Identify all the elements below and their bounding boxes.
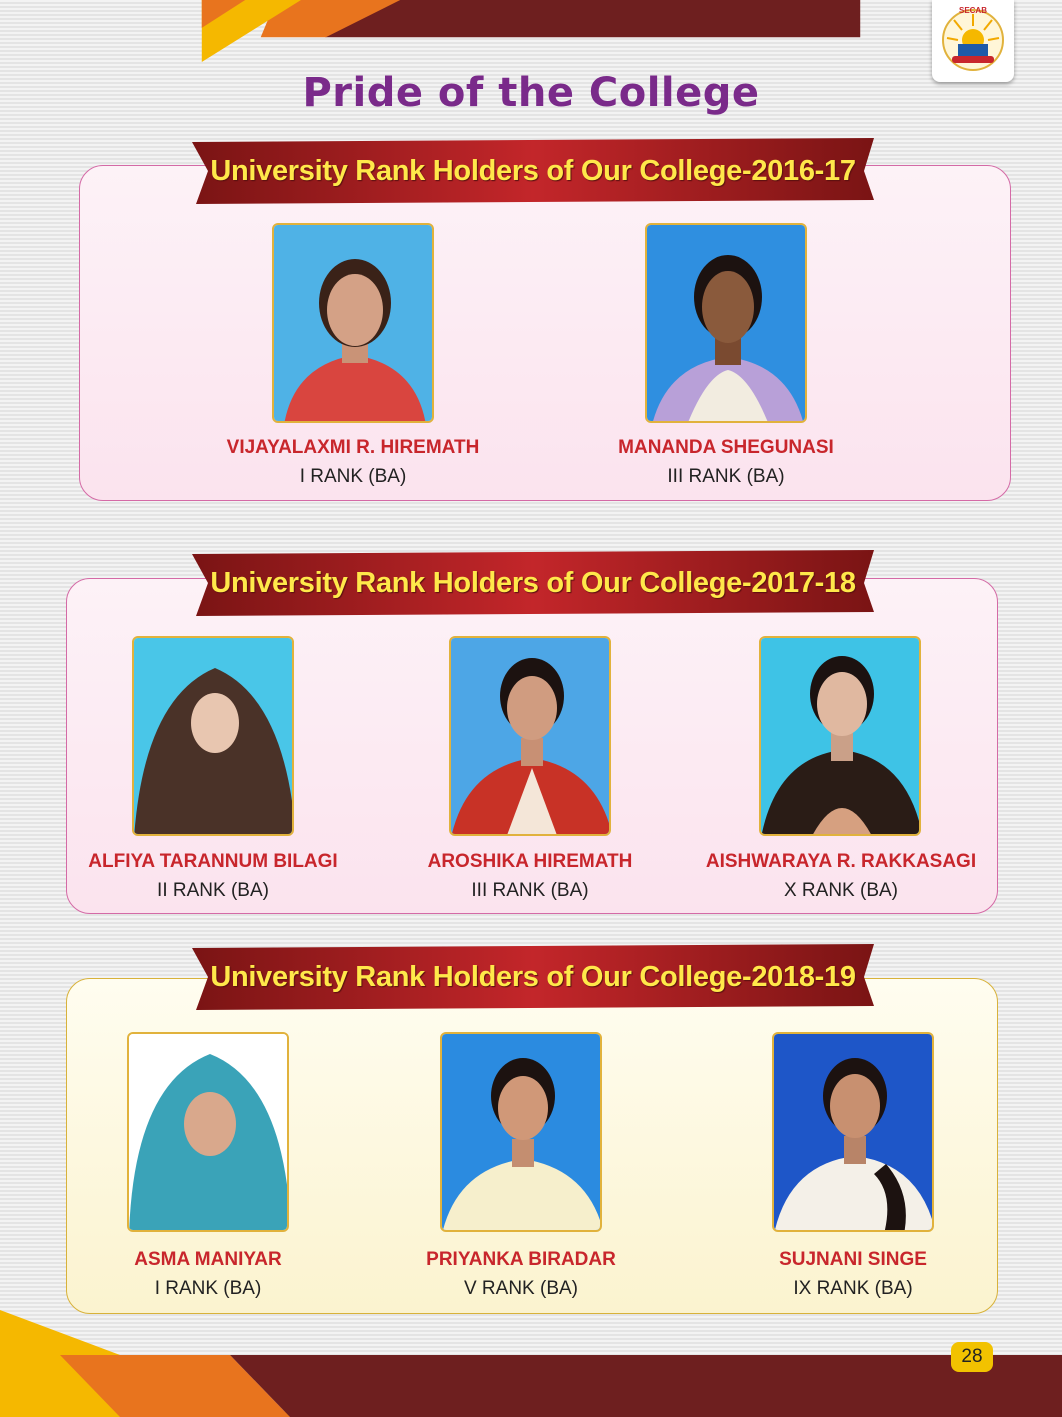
page-title: Pride of the College	[302, 70, 760, 116]
logo-lettering: SECAB	[958, 6, 988, 15]
student-name: MANANDA SHEGUNASI	[618, 437, 834, 458]
student-rank: I RANK (BA)	[154, 1278, 262, 1299]
section-2017-18-heading: University Rank Holders of Our College-2017-18	[210, 567, 856, 599]
student-name: ASMA MANIYAR	[134, 1249, 282, 1270]
student-rank: II RANK (BA)	[157, 880, 269, 901]
student-photo	[772, 1032, 934, 1232]
student-photo	[449, 636, 611, 836]
section-2018-19-heading: University Rank Holders of Our College-2018-19	[210, 961, 856, 993]
student-rank: X RANK (BA)	[783, 880, 899, 901]
student-name: PRIYANKA BIRADAR	[426, 1249, 616, 1270]
student-photo	[759, 636, 921, 836]
student-name: ALFIYA TARANNUM BILAGI	[88, 851, 338, 872]
section-2016-17-ribbon	[192, 138, 874, 204]
student-name: VIJAYALAXMI R. HIREMATH	[226, 437, 480, 458]
section-2018-19-ribbon	[192, 944, 874, 1010]
student-rank: I RANK (BA)	[299, 466, 407, 487]
student-name: AROSHIKA HIREMATH	[427, 851, 633, 872]
page-number: 28	[951, 1342, 993, 1372]
student-photo	[440, 1032, 602, 1232]
student-photo	[645, 223, 807, 423]
student-rank: IX RANK (BA)	[793, 1278, 913, 1299]
bottom-decorative-band	[0, 1310, 1062, 1417]
student-rank: V RANK (BA)	[463, 1278, 579, 1299]
top-decorative-band	[0, 0, 1062, 62]
section-2016-17-heading: University Rank Holders of Our College-2016-17	[210, 155, 856, 187]
student-name: AISHWARAYA R. RAKKASAGI	[705, 851, 977, 872]
student-photo	[272, 223, 434, 423]
section-2017-18-ribbon	[192, 550, 874, 616]
student-rank: III RANK (BA)	[471, 880, 589, 901]
student-name: SUJNANI SINGE	[779, 1249, 927, 1270]
student-rank: III RANK (BA)	[667, 466, 785, 487]
student-photo	[127, 1032, 289, 1232]
student-photo	[132, 636, 294, 836]
